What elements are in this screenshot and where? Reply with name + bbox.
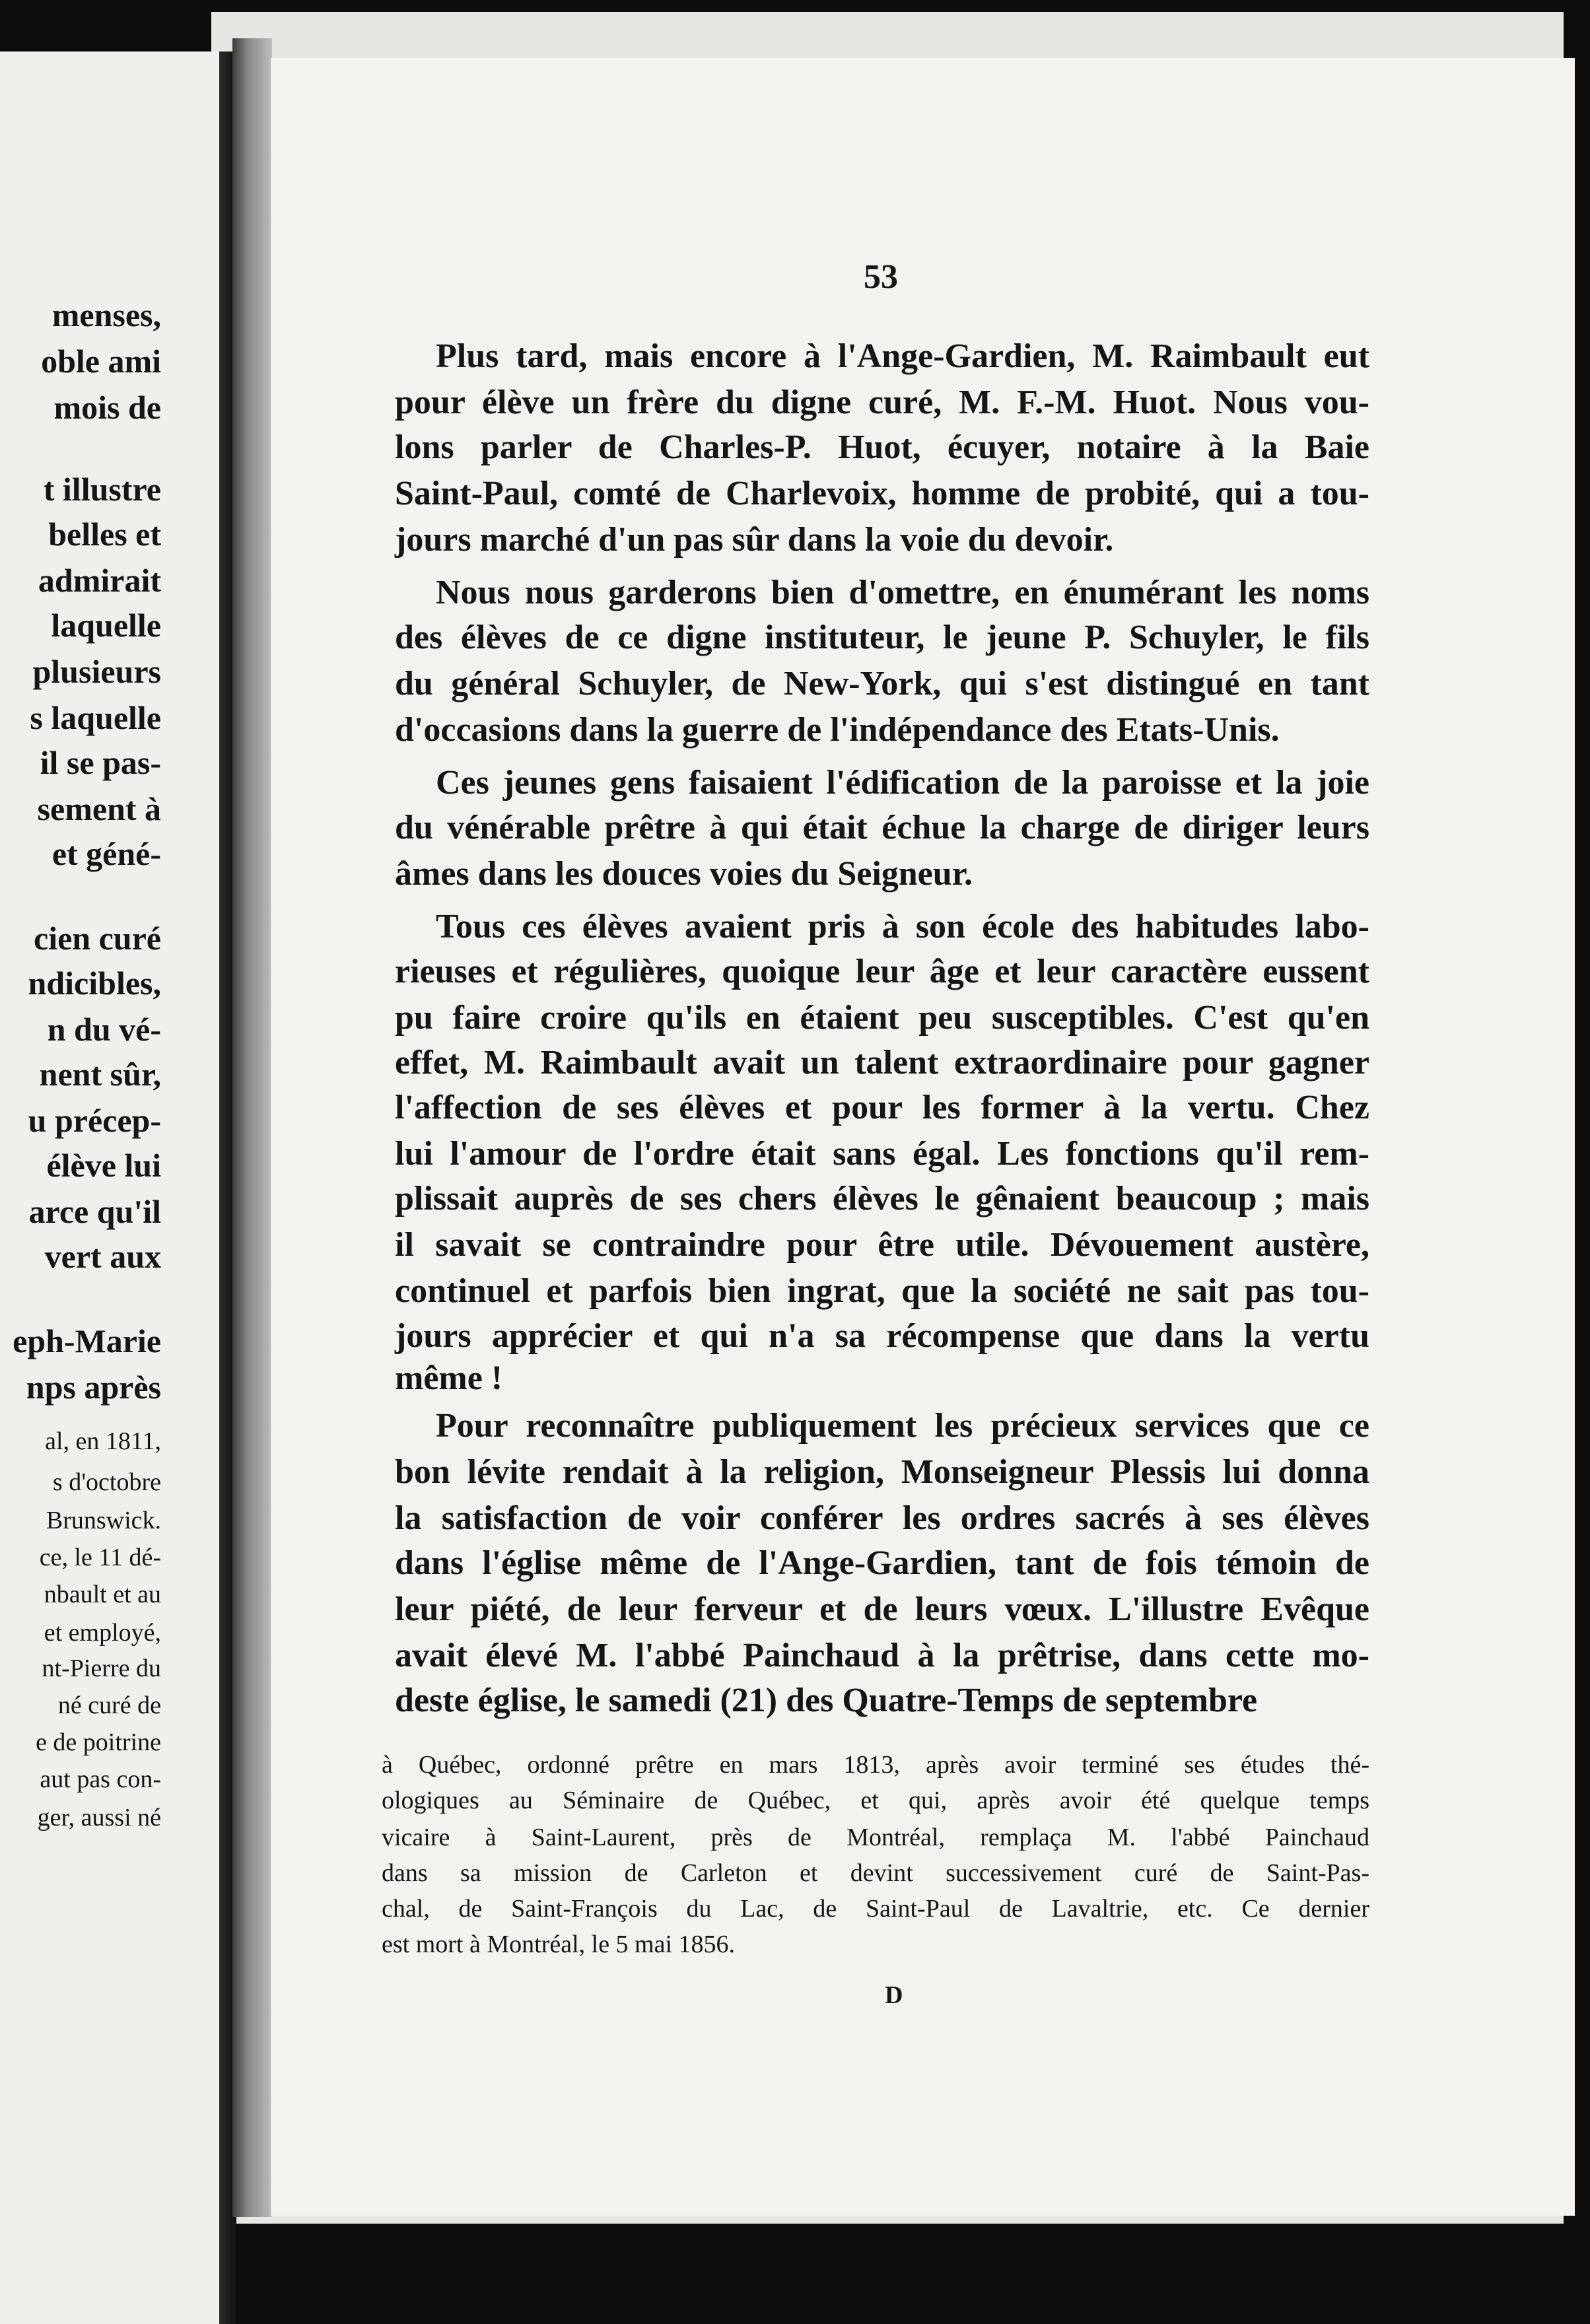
page-curl-shadow <box>232 38 272 2217</box>
body-text-line: Plus tard, mais encore à l'Ange-Gardien, M. Raimbault eut <box>436 337 1369 375</box>
body-text-line: leur piété, de leur ferveur et de leurs vœux. L'illustre Evêque <box>395 1590 1369 1628</box>
body-text-line: rieuses et régulières, quoique leur âge et leur caractère eussent <box>395 953 1369 990</box>
body-text-line: d'occasions dans la guerre de l'indépendance des Etats-Unis. <box>395 711 1280 749</box>
body-text-line: même ! <box>395 1359 503 1397</box>
facing-page-line: nent sûr, <box>39 1056 161 1093</box>
facing-page-line: menses, <box>52 296 161 333</box>
facing-page-line: u précep- <box>28 1102 161 1139</box>
facing-page-line: il se pas- <box>40 744 161 781</box>
footnote-line: ologiques au Séminaire de Québec, et qui, après avoir été quelque temps <box>382 1787 1369 1814</box>
body-text-line: dans l'église même de l'Ange-Gardien, tant de fois témoin de <box>395 1544 1369 1582</box>
facing-page-note-line: e de poitrine <box>36 1728 161 1756</box>
body-text-line: lons parler de Charles-P. Huot, écuyer, notaire à la Baie <box>395 428 1369 466</box>
facing-page-line: cien curé <box>34 920 161 957</box>
facing-page-line: laquelle <box>51 607 161 644</box>
facing-page-line: belles et <box>48 516 161 553</box>
facing-page-line: plusieurs <box>32 653 161 690</box>
facing-page <box>0 51 219 2324</box>
footnote-line: à Québec, ordonné prêtre en mars 1813, après avoir terminé ses études thé- <box>382 1751 1369 1779</box>
body-text-line: pour élève un frère du digne curé, M. F.-M. Huot. Nous vou- <box>395 384 1369 421</box>
facing-page-line: s laquelle <box>30 699 161 736</box>
facing-page-note-line: et employé, <box>44 1619 161 1647</box>
facing-page-line: et géné- <box>52 835 161 872</box>
body-text-line: Saint-Paul, comté de Charlevoix, homme de probité, qui a tou- <box>395 475 1369 512</box>
body-text-line: il savait se contraindre pour être utile. Dévouement austère, <box>395 1226 1369 1264</box>
facing-page-note-line: al, en 1811, <box>45 1427 161 1455</box>
footnote-line: vicaire à Saint-Laurent, près de Montréal, remplaça M. l'abbé Painchaud <box>382 1824 1369 1851</box>
facing-page-line: vert aux <box>44 1238 161 1275</box>
facing-page-line: élève lui <box>46 1147 161 1184</box>
signature-mark: D <box>885 1981 903 2009</box>
body-text-line: l'affection de ses élèves et pour les former à la vertu. Chez <box>395 1089 1369 1126</box>
footnote-line: est mort à Montréal, le 5 mai 1856. <box>382 1931 736 1958</box>
page-number: 53 <box>864 258 898 296</box>
facing-page-line: t illustre <box>43 471 161 508</box>
body-text-line: Pour reconnaître publiquement les précieux services que ce <box>436 1407 1369 1445</box>
facing-page-line: ndicibles, <box>28 965 161 1002</box>
facing-page-line: admirait <box>38 562 161 599</box>
facing-page-note-line: ce, le 11 dé- <box>39 1544 161 1571</box>
facing-page-note-line: s d'octobre <box>52 1468 161 1496</box>
facing-page-line: oble ami <box>41 343 161 380</box>
body-text-line: la satisfaction de voir conférer les ordres sacrés à ses élèves <box>395 1499 1369 1537</box>
body-text-line: pu faire croire qu'ils en étaient peu susceptibles. C'est qu'en <box>395 999 1369 1037</box>
body-text-line: âmes dans les douces voies du Seigneur. <box>395 855 973 893</box>
facing-page-line: mois de <box>53 389 161 426</box>
body-text-line: lui l'amour de l'ordre était sans égal. Les fonctions qu'il rem- <box>395 1135 1369 1173</box>
body-text-line: des élèves de ce digne instituteur, le jeune P. Schuyler, le fils <box>395 619 1369 656</box>
facing-page-line: eph-Marie <box>13 1322 161 1359</box>
footnote-line: chal, de Saint-François du Lac, de Saint-Paul de Lavaltrie, etc. Ce dernier <box>382 1895 1369 1923</box>
body-text-line: du général Schuyler, de New-York, qui s'est distingué en tant <box>395 665 1369 702</box>
body-text-line: bon lévite rendait à la religion, Monseigneur Plessis lui donna <box>395 1453 1369 1491</box>
facing-page-note-line: Brunswick. <box>46 1507 161 1534</box>
facing-page-note-line: aut pas con- <box>40 1765 161 1793</box>
facing-page-note-line: ger, aussi né <box>37 1804 161 1831</box>
body-text-line: Nous nous garderons bien d'omettre, en énumérant les noms <box>436 574 1369 611</box>
body-text-line: avait élevé M. l'abbé Painchaud à la prêtrise, dans cette mo- <box>395 1637 1369 1674</box>
facing-page-line: arce qu'il <box>28 1193 161 1230</box>
facing-page-line: n du vé- <box>47 1011 161 1048</box>
footnote-line: dans sa mission de Carleton et devint successivement curé de Saint-Pas- <box>382 1859 1369 1887</box>
body-text-line: deste église, le samedi (21) des Quatre-Temps de septembre <box>395 1682 1258 1719</box>
facing-page-note-line: nt-Pierre du <box>42 1655 161 1682</box>
facing-page-note-line: nbault et au <box>44 1581 161 1608</box>
facing-page-line: nps après <box>26 1369 161 1406</box>
facing-page-line: sement à <box>37 790 161 827</box>
body-text-line: jours marché d'un pas sûr dans la voie du devoir. <box>395 521 1114 559</box>
body-text-line: jours apprécier et qui n'a sa récompense que dans la vertu <box>395 1317 1369 1355</box>
body-text-line: Tous ces élèves avaient pris à son école des habitudes labo- <box>436 908 1369 945</box>
body-text-line: Ces jeunes gens faisaient l'édification de la paroisse et la joie <box>436 764 1369 802</box>
body-text-line: du vénérable prêtre à qui était échue la charge de diriger leurs <box>395 809 1369 846</box>
body-text-line: effet, M. Raimbault avait un talent extraordinaire pour gagner <box>395 1044 1369 1081</box>
body-text-line: plissait auprès de ses chers élèves le gênaient beaucoup ; mais <box>395 1180 1369 1217</box>
body-text-line: continuel et parfois bien ingrat, que la société ne sait pas tou- <box>395 1272 1369 1310</box>
facing-page-note-line: né curé de <box>57 1692 161 1719</box>
